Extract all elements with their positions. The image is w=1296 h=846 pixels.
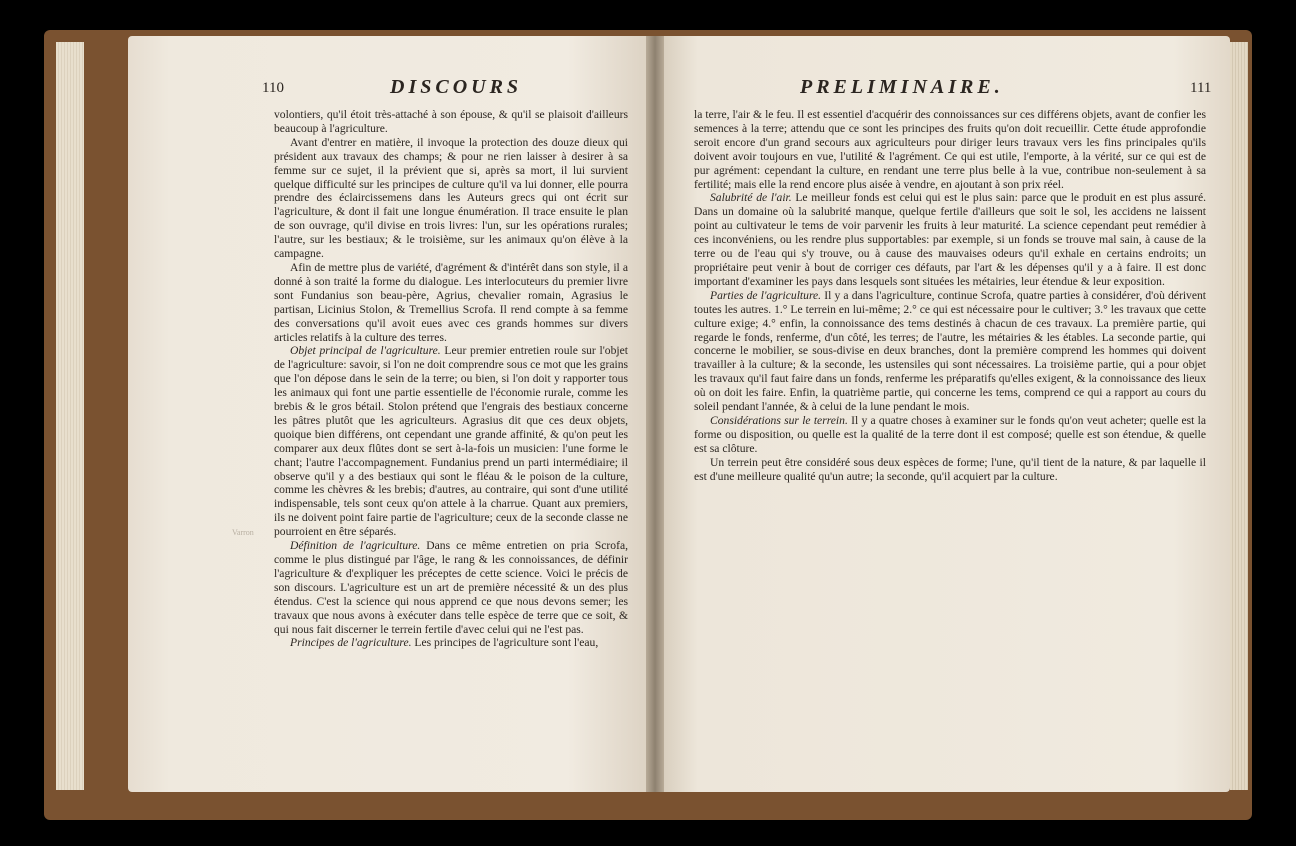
left-page-body	[274, 108, 628, 650]
section-heading: Définition de l'agriculture.	[290, 539, 421, 553]
right-page	[664, 36, 1230, 792]
section-heading: Considérations sur le terrein.	[710, 413, 848, 427]
left-page-edges	[56, 42, 84, 790]
running-head-left: DISCOURS	[390, 76, 523, 98]
page-number-left: 110	[262, 80, 284, 96]
paragraph: Avant d'entrer en matière, il invoque la protection des douze dieux qui président aux travaux des champs; & pour ne rien laisser à desirer à sa femme sur ce sujet, il la prévient que si, après sa mort, il lui survient quelque difficulté sur les principes de culture qu'il va lui donner, elle pourra prendre des éclaircissemens dans les Auteurs grecs qui ont écrit sur l'agriculture, & dont il fait une longue énumération. Il trace ensuite le plan de son ouvrage, qu'il divise en trois livres: l'un, sur les opérations rurales; l'autre, sur les bestiaux; & le troisième, sur les animaux qu'on élève à la campagne.	[274, 135, 628, 261]
paragraph: Afin de mettre plus de variété, d'agrément & d'intérêt dans son style, il a donné à son traité la forme du dialogue. Les interlocuteurs du premier livre sont Fundanius son beau-père, Agrius, chevalier romain, Agrasius le partisan, Licinius Stolon, & Tremellius Scrofa. Il rend compte à sa femme des conversations qu'il avoit eues avec ces grands hommes sur divers articles relatifs à la culture des terres.	[274, 260, 628, 344]
paragraph: Un terrein peut être considéré sous deux espèces de forme; l'une, qu'il tient de la nature, & par laquelle il est d'une meilleure qualité qu'un autre; la seconde, qu'il acquiert par la culture.	[694, 455, 1206, 483]
running-head-right: PRELIMINAIRE.	[800, 76, 1004, 98]
page-number-right: 111	[1190, 80, 1212, 96]
section-heading: Principes de l'agriculture.	[290, 636, 412, 650]
section-heading: Salubrité de l'air.	[710, 191, 792, 205]
paragraph: Considérations sur le terrein. Il y a quatre choses à examiner sur le fonds qu'on veut acheter; quelle est la forme ou disposition, ou quelle est la qualité de la terre dont il est composé; quelle est son étendue, & quelle est sa clôture.	[694, 413, 1206, 455]
paragraph: Parties de l'agriculture. Il y a dans l'agriculture, continue Scrofa, quatre parties à considérer, d'où dérivent toutes les autres. 1.° Le terrein en lui-même; 2.° ce qui est nécessaire pour le cultiver; 3.° les travaux que cette culture exige; 4.° enfin, la connoissance des tems destinés à chacun de ces travaux. La première partie, qui regarde le fonds, renferme, d'un côté, les terres; de l'autre, les métairies & les étables. La seconde partie, qui concerne le mobilier, se sous-divise en deux branches, dont la première comprend les hommes qui doivent travailler à la culture; & la seconde, les ustensiles qui sont nécessaires. La troisième partie, qui a pour objet les travaux qu'il faut faire dans un fonds, renferme les préparatifs qu'elles exigent, & la connoissance des lieux où on doit les faire. Enfin, la quatrième partie, qui concerne les tems, comprend ce qui a rapport au cours du soleil pendant l'année, & à celui de la lune pendant le mois.	[694, 288, 1206, 414]
paragraph: Objet principal de l'agriculture. Leur premier entretien roule sur l'objet de l'agriculture: savoir, si l'on ne doit comprendre sous ce mot que les grains que l'on dépose dans le sein de la terre; ou bien, si l'on doit y rapporter tous les animaux qui font une partie essentielle de l'économie rurale, comme les brebis & le gros bétail. Stolon prétend que l'engrais des bestiaux concerne les pâtres plutôt que les agriculteurs. Agrasius dit que ces deux objets, quoique bien différens, ont cependant une grande affinité, & qu'on peut les comparer aux deux flûtes dont se sert à-la-fois un musicien: l'une forme le chant; l'autre l'accompagnement. Fundanius prend un parti intermédiaire; il observe qu'il y a des bestiaux qui sont le fléau & le poison de la culture, comme les chèvres & les brebis; d'autres, au contraire, qui sont d'une utilité indispensable, tels sont ceux qu'on attele à la charrue. Quant aux premiers, ils ne doivent point faire partie de l'agriculture; ceux de la seconde classe ne pourroient en être séparés.	[274, 344, 629, 539]
section-heading: Objet principal de l'agriculture.	[290, 344, 441, 358]
paragraph: Définition de l'agriculture. Dans ce même entretien on pria Scrofa, comme le plus distingué par l'âge, le rang & les connoissances, de définir l'agriculture & d'expliquer les préceptes de cette science. Voici le précis de son discours. L'agriculture est un art de première nécessité & un des plus étendus. C'est la science qui nous apprend ce que nous devons semer; les travaux que nous avons à exécuter dans telle espèce de terre que ce soit, & qui nous fait discerner le terrein fertile d'avec celui qui ne l'est pas.	[274, 539, 628, 636]
right-page-body	[694, 108, 1206, 483]
paragraph: volontiers, qu'il étoit très-attaché à son épouse, & qu'il se plaisoit d'ailleurs beaucoup à l'agriculture.	[274, 108, 628, 135]
section-heading: Parties de l'agriculture.	[710, 288, 822, 302]
right-page-edges	[1230, 42, 1248, 790]
book-gutter	[646, 36, 664, 792]
paragraph: Principes de l'agriculture. Les principes de l'agriculture sont l'eau,	[290, 636, 599, 650]
left-page	[128, 36, 646, 792]
paragraph: Salubrité de l'air. Le meilleur fonds est celui qui est le plus sain: parce que le produit en est plus assuré. Dans un domaine où la salubrité manque, quelque fertile d'ailleurs que soit le sol, les accidens ne laissent point au cultivateur le tems de voir parvenir les fruits à leur maturité. La science cependant peut remédier à ces inconvéniens, ou les rendre plus supportables: par exemple, si un fonds se trouve mal sain, à cause de la terre ou de l'eau qui s'y trouve, ou à cause des mauvaises odeurs qu'il exhale en certains endroits; un propriétaire peut venir à bout de corriger ces défauts, par l'art & les dépenses qu'il y a à faire. Il est donc important d'examiner les pays dans lesquels sont situées les métairies, leur étendue & leur exposition.	[694, 191, 1207, 288]
paragraph: la terre, l'air & le feu. Il est essentiel d'acquérir des connoissances sur ces différens objets, avant de confier les semences à la terre; attendu que ce sont les principes des fruits qu'on doit recueillir. Cette étude approfondie seroit encore d'un grand secours aux agriculteurs pour diriger leurs travaux vers les fins principales qu'ils doivent avoir toujours en vue, l'utilité & l'agrément. Ce qui est utile, l'emporte, à la vérité, sur ce qui est de pur agrément: cependant la culture, en rendant une terre plus belle à la vue, contribue non-seulement à sa fertilité; mais elle la rend encore plus aisée à vendre, en ajoutant à son prix réel.	[694, 108, 1206, 191]
margin-mark: Varron	[232, 528, 254, 537]
